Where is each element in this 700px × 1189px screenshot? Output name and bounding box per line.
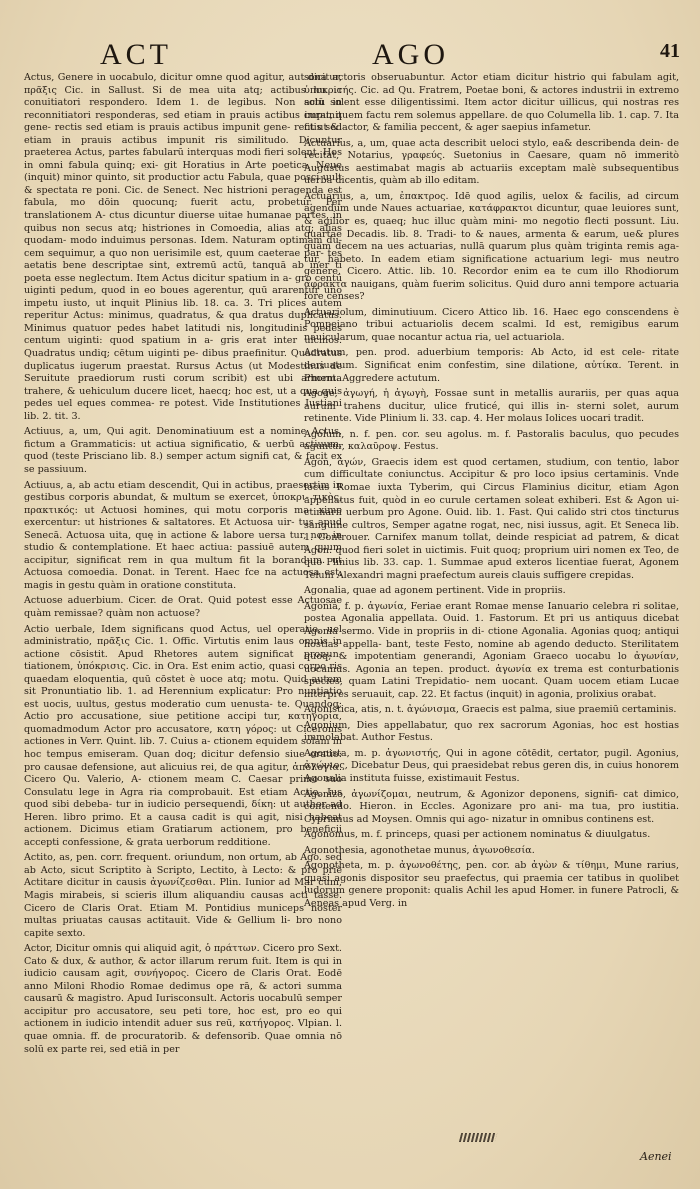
entry-actuose: Actuose aduerbium. Cicer. de Orat. Quid potest esse Actuosae quàm remissae? quàm non actuose?: [24, 595, 342, 619]
entry-actuarius-agilis: Actuarius, a, um, ἐπακτρος. Idē quod agilis, uelox & facilis, ad circum agendum unde Naues actuariae, κατάφρακτοι dicuntur, quae leuiores sunt, & agilior es, quaeq; huc illuc quàm mini- mo negotio flecti possunt. Liu. quartae Decadis. lib. 8. Tradi- to & naues, armenta & earum, ue& plures quàm decem na ues actuarias, nullā quarum plus quàm triginta remis aga- tur, habeto. In eadem etiam significatione actuarium legi- mus neutro genere. Cicero. Attic. lib. 10. Recordor enim ea te cum illo Rhodiorum ἄφρακτα nauigans, quàm fuerim solicitus. Quid duro anni tempore actuaria fore censes?: [304, 190, 679, 303]
running-head-right: AGO: [372, 38, 449, 71]
entry-agonium: Agonium, Dies appellabatur, quo rex sacrorum Agonias, hoc est hostias immolabat. Author Festus.: [304, 719, 679, 744]
entry-actuarius-notarius: Actuarius, a, um, quae acta describit ueloci stylo, ea& describenda dein- de recitat, Notarius, γραφεύς. Suetonius in Caesare, quam nō immeritò Augustus aestimabat magis ab actuariis exceptam malè subsequentibus uerba dicentis, quàm ab illo editam.: [304, 137, 679, 187]
entry-agonalia: Agonalia, quae ad agonem pertinent. Vide in propriis.: [304, 585, 566, 597]
entry-actito: Actito, as, pen. corr. frequent. oriundum, non ortum, ab Ago. sed ab Acto, sicut Scriptito à Scripto, Lectito, à Lecto: & pro priè Actitare dicitur in causis ἀγωνίζεσθαι. Plin. Iunior ad Mar cum, Magis mirabeis, si scieris illum aliquandiu causas acti tasse. Cicero de Claris Orat. Etiam M. Pontidius municeps noster multas priuatas causas actitauit. Vide & Gellium li- bro nono capite sexto.: [24, 852, 342, 939]
page-number: 41: [660, 40, 680, 62]
entry-actuosus: Actiuus, a, ab actu etiam descendit, Qui in actibus, praesertim in gestibus corporis abundat, & multum se exercet, ὑποκρι- τικὸς, πρακτικός: ut Actuosi homines, qui motu corporis ma- xime exercentur: ut histriones & saltatores. Et Actuosa uir- tus apud Senecā. Actuosa uita, quę in actione & labore uersa tur, non in studio & contemplatione. Et haec actiua: passiuē autem quum accipitur, significat rem in qua multum fit la borandum. ut Actuosa comoedia. Donat. in Terent. Haec fce na actuosa est, magis in gestu quàm in oratione constituta.: [24, 479, 343, 591]
entry-agonothesia: Agonothesia, agonothetae munus, ἀγωνοθεσία.: [304, 844, 535, 856]
entry-agonista: Agonista, m. p. ἀγωνιστής, Qui in agone cōtēdit, certator, pugil. Agonius, ἀγώνιος, Dicebatur Deus, qui praesidebat rebus geren dis, in cuius honorem Agonalia instituta fuisse, existimauit Festus.: [304, 747, 679, 784]
entry-agonistica: Agonistica, atis, n. t. ἀγώνισμα, Graecis est palma, siue praemiū certaminis.: [304, 704, 677, 716]
entry-actio: Actio uerbale, Idem significans quod Actus, uel operatio, uel administratio, πρᾶξις Cic. 1. Offic. Virtutis enim laus omnis in actione cōsistit. Apud Rhetores autem significat pronun- tiationem, ὑπόκρισις. Cic. in Ora. Est enim actio, quasi corpo ris quaedam eloquentia, quū cōstet è uoce atq; motu. Quid autem sit Pronuntiatio lib. 1. ad Herennium explicatur: Pro nuntiatio est uocis, uultus, gestus moderatio cum uenusta- te. Quandoq; Actio pro accusatione, siue petitione accipi tur, κατηγορία, quomadmodum Actor pro accusatore, κατη γόρος: ut Ciceronis actiones in Verr. Quint. lib. 7. Cuius a- ctionem equidem solam in hoc tempus emiseram. Quan doq; dicitur defensio siue oratio: pro causae defensione, aut alicuius rei, de qua agitur, ἀπολογία. Cicero Qu. Valerio, A- ctionem meam C. Caesar primo suo Consulatu lege in Agra ria comprobauit. Est etiam Actio, Ius quod sibi debeba- tur in iudicio persequendi, δίκη: ut author ad Heren. libro primo. Et a causa cadit is qui agit, nisi habeat actionem. Dicimus etiam Gratiarum actionem, pro beneficii accepti confessione, & grata uerborum redditione.: [24, 623, 342, 848]
entry-actor: Actor, Dicitur omnis qui aliquid agit, ὁ πράττων. Cicero pro Sext. Cato & dux, & author, & actor illarum rerum fuit. Item is qui in iudicio causam agit, συνήγορος. Cicero de Claris Orat. Eodē anno Miloni Rhodio Romae dedimus ope rā, & actori summa causarū & magistro. Apud Iurisconsult. Actoris uocabulū semper accipitur pro accusatore, seu peti tore, hoc est, pro eo qui actionem in iudicio intendit aduer sus reū, κατήγορος. Vlpian. l. quae omnia. ff. de procuratorib. & defensorib. Quae omnia nō solū ex parte rei, sed etiā in per: [24, 943, 342, 1055]
entry-actutum: Actutum, pen. prod. aduerbium temporis: Ab Acto, id est cele- ritate deriuatum. Significat enim confestim, sine dilatione, αὐτίκα. Terent. in Phorm. Aggredere actutum.: [304, 347, 679, 384]
printer-mark: [459, 1133, 497, 1142]
entry-actus: Actus, Genere in uocabulo, dicitur omne quod agitur, aut dicitur, πρᾶξις Cic. in Sallust. Si de mea uita atq; actibus hu ic conuitiatori respondero. Idem 1. de legibus. Non solū in reconnitiatori responderas, sed etiam in prauis actibus impunit gene- rectis sed etiam is prauis actibus impunit gene- rectis sed etiam in prauis actibus impunit ris similitudo. Dicuntur praeterea Actus, partes fabularū interquas modi fieri solent. Hos in omni fabula quinq; exi- git Horatius in Arte poetica. Neue (inquit) minor quinto, sit productior actu Fabula, quae posci uult & spectata re poni. Cic. de Senect. Nec histrioni peragenda est fabula, mo dōin quocunq; fuerit actu, probetur. Per translationem A- ctus dicuntur diuerse uitae humanae partes, in quibus non secus atq; histriones in Comoedia, alias atq; alias quodam- modo induimus personas. Idem. Naturam optimam du- cem sequimur, a quo non uerisimile est, quum caeterae par- tes aetatis bene descriptae sint, extremū actū, tanquā ab iner ti poeta esse neglectum. Item Actus dicitur spatium in a- gro centū uiginti pedum, quod in eo boues agerentur, quū ararentur uno impetu iusto, ut inquit Plinius lib. 18. ca. 3. Tri plices autem reperitur Actus: minimus, quadratus, & qua dratus duplicatus. Minimus quatuor pedes habet latitudi nis, longitudinis pedes centum uiginti: quod spatium in a- gris erat inter uicinos. Quadratus undiq; cētum uiginti pe- dibus praefinitur. Quadratus duplicatus iugerum praestat. Rursus Actus (ut Modestinus de Seruitute praediorum rusti corum scribit) est ubi armenta trahere, & uehiculum ducere licet, haecq; hoc est, ut a qua quis pedes uel eques commea- re potest. Vide Institutiones Iustiani lib. 2. tit. 3.: [24, 72, 342, 422]
entry-actuariolum: Actuariolum, diminutiuum. Cicero Attico lib. 16. Haec ego conscendens è Pompeiano tribui actuariolis decem scalmi. Id est, remigibus earum nauicularum, quae nocantur actua ria, uel actuariola.: [304, 306, 679, 343]
entry-agonia: Agonia, f. p. ἀγωνία, Feriae erant Romae mense Ianuario celebra ri solitae, postea Agonalia appellata. Ouid. 1. Fastorum. Et pri us antiquus dicebat Agonia sermo. Vide in propriis in di- ctione Agonalia. Agonias quoq; antiqui hostias appella- bant, teste Festo, nomine ab agendo deducto. Sterilitatem quoq; & impotentiam generandi, Agoniam Graeco uocabu lo ἀγωνίαν, uocamus. Agonia an tepen. product. ἀγωνία ex trema est conturbationis species, quam Latini Trepidatio- nem uocant. Quam uocem etiam Lucae interpres seruauit, cap. 22. Et factus (inquit) in agonia, prolixius orabat.: [304, 600, 679, 700]
entry-agolum: Agolum, n. f. pen. cor. seu agolus. m. f. Pastoralis baculus, quo pecudes aguntur, καλαῦροψ. Festus.: [304, 428, 679, 453]
entry-agon: Agon, ἀγών, Graecis idem est quod certamen, studium, con tentio, labor cum difficultate coniunctus. Accipitur & pro loco ipsius certaminis. Vnde locus Romae iuxta Tyberim, qui Circus Flaminius dicitur, etiam Agon appellatus fuit, quòd in eo curule certamen soleat exhiberi. Est & Agon ui- ctimarii uerbum pro Agone. Ouid. lib. 1. Fast. Qui calido stri ctos tincturus sanguine cultros, Semper agatne rogat, nec, nisi iussus, agit. Et Seneca lib. 1. Controuer. Carnifex manum tollat, deinde respiciat ad patrem, & dicat Agon: quod fieri solet in uictimis. Fuit quoq; proprium uiri nomen ex Teo, de quo Plinius lib. 33. cap. 1. Summae apud exteros licentiae fuerat, Agonem Teium Alexandri magni praefectum aureis clauis suffigere crepidas.: [304, 456, 679, 581]
entry-actiuus: Actiuus, a, um, Qui agit. Denominatiuum est a nomine Actus, fictum a Grammaticis: ut actiua significatio, & uerbū actiuum, quod (teste Prisciano lib. 8.) semper actum signifi cat, & facit ex se passiuum.: [24, 426, 342, 475]
entry-agonotheta: Agonotheta, m. p. ἀγωνοθέτης, pen. cor. ab ἀγὼν & τίθημι, Mune rarius, quasi agonis dispositor seu praefectus, qui praemia cer tatibus in quolibet ludorum genere proponit: qualis Achil les apud Homer. in funere Patrocli, & Aeneas apud Verg. in: [304, 860, 679, 909]
running-head-left: ACT: [100, 38, 172, 71]
entry-actor-cont: sona actoris obseruabuntur. Actor etiam dicitur histrio qui fabulam agit, ὑποκριτής. Cic. ad Qu. Fratrem, Poetae boni, & actores industrii in extremo actu solent esse diligentissimi. Item actor dicitur uillicus, qui nostras res curat, quem factu rem solemus appellare. de quo Columella lib. 1. cap. 7. Ita fit ut & actor, & familia peccent, & ager saepius infametur.: [304, 72, 679, 134]
entry-agonizo: Agonizo, ἀγωνίζομαι, neutrum, & Agonizor deponens, signifi- cat dimico, contendo. Hieron. in Eccles. Agonizare pro ani- ma tua, pro iustitia. Cyprianus ad Moysen. Omnis qui ago- nizatur in omnibus continens est.: [304, 788, 679, 825]
entry-agoge: Agoge, ἀγωγή, ἡ ἀγωγὴ, Fossae sunt in metallis aurariis, per quas aqua aurum trahens ducitur, ulice fruticé, qui illis in- sterni solet, aurum retinente. Vide Plinium li. 33. cap. 4. Her molaus Iolices uocari tradit.: [304, 388, 679, 425]
catchword: Aenei: [640, 1150, 672, 1163]
entry-agonomus: Agonomus, m. f. princeps, quasi per actionem nominatus & diuulgatus.: [304, 829, 651, 841]
right-column: [304, 72, 679, 910]
left-column: [24, 72, 342, 1056]
